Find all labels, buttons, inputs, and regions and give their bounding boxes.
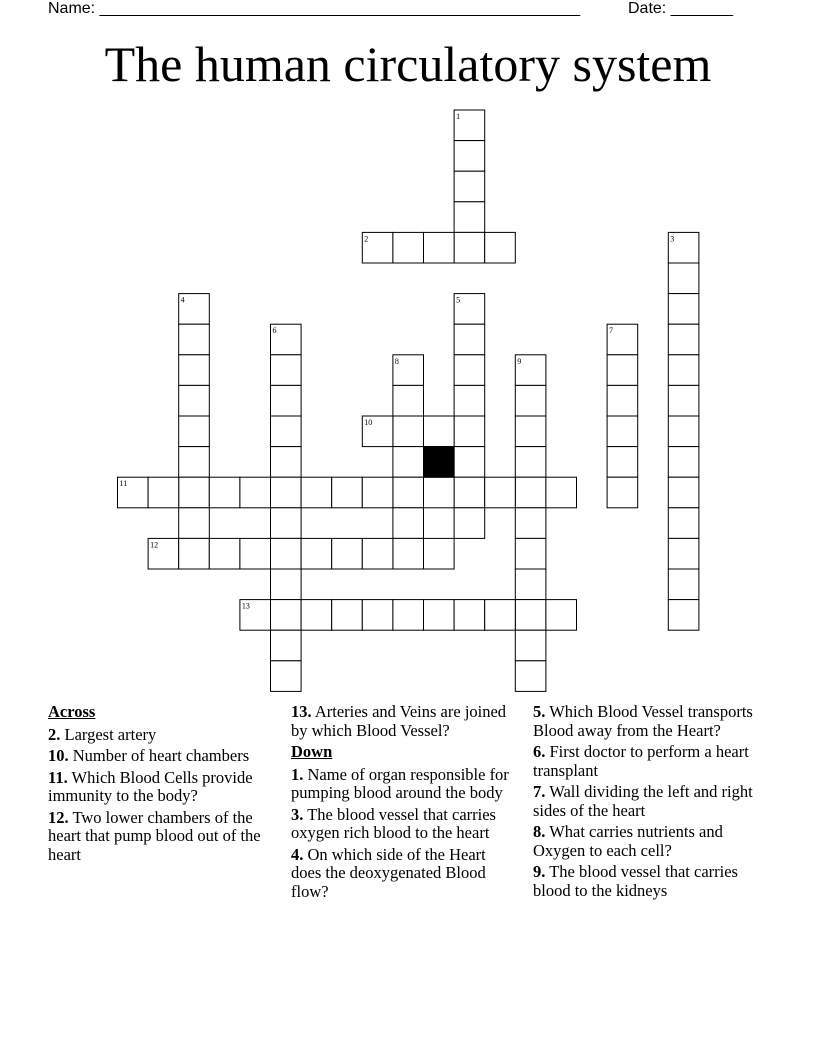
clue-text: Largest artery: [60, 724, 157, 744]
crossword-cell[interactable]: [332, 538, 363, 569]
crossword-cell[interactable]: [515, 661, 546, 692]
crossword-cell[interactable]: [485, 477, 516, 508]
crossword-cell[interactable]: [362, 232, 393, 263]
crossword-cell[interactable]: [271, 508, 302, 539]
crossword-cell[interactable]: [179, 538, 210, 569]
crossword-cell[interactable]: [668, 232, 699, 263]
crossword-cell[interactable]: [668, 324, 699, 355]
down-heading: Down: [291, 742, 333, 761]
clue-text: The blood vessel that carries oxygen rich blood to the heart: [291, 804, 496, 842]
clue-number: 2.: [48, 724, 61, 744]
worksheet-header: [48, 0, 748, 20]
clue-across-2: [48, 726, 276, 745]
cell-number-11: 11: [119, 479, 128, 489]
cell-number-5: 5: [456, 295, 461, 305]
crossword-cell[interactable]: [362, 600, 393, 631]
clue-number: 3.: [291, 804, 304, 824]
crossword-cell[interactable]: [362, 538, 393, 569]
crossword-cell[interactable]: [607, 385, 638, 416]
clue-text: On which side of the Heart does the deoxygenated Blood flow?: [291, 844, 486, 901]
crossword-cell[interactable]: [546, 477, 577, 508]
cell-number-7: 7: [609, 326, 614, 336]
clue-down-4: [291, 846, 519, 902]
crossword-cell[interactable]: [515, 477, 546, 508]
page-title: The human circulatory system: [104, 36, 712, 92]
crossword-cell[interactable]: [668, 263, 699, 294]
crossword-cell[interactable]: [271, 569, 302, 600]
crossword-cell[interactable]: [179, 355, 210, 386]
clue-text: Which Blood Vessel transports Blood away from the Heart?: [533, 702, 753, 740]
crossword-cell[interactable]: [454, 110, 485, 141]
crossword-cell[interactable]: [668, 447, 699, 478]
crossword-cell[interactable]: [546, 600, 577, 631]
crossword-cell[interactable]: [271, 600, 302, 631]
crossword-cell[interactable]: [393, 447, 424, 478]
crossword-cell[interactable]: [668, 416, 699, 447]
crossword-cell[interactable]: [454, 171, 485, 202]
clue-down-8: [533, 823, 761, 860]
crossword-cell[interactable]: [668, 538, 699, 569]
crossword-cell[interactable]: [424, 232, 455, 263]
clue-down-1: [291, 766, 519, 803]
date-field-label[interactable]: Date: _______: [628, 0, 733, 17]
crossword-cell[interactable]: [393, 508, 424, 539]
crossword-cell[interactable]: [424, 477, 455, 508]
crossword-cell[interactable]: [668, 385, 699, 416]
crossword-cell[interactable]: [179, 477, 210, 508]
crossword-cell[interactable]: [607, 416, 638, 447]
clue-number: 9.: [533, 862, 546, 881]
crossword-cell[interactable]: [362, 477, 393, 508]
cell-number-2: 2: [364, 234, 369, 244]
crossword-cell[interactable]: [301, 477, 332, 508]
crossword-cell[interactable]: [515, 416, 546, 447]
cell-number-9: 9: [517, 356, 522, 366]
crossword-cell[interactable]: [424, 538, 455, 569]
crossword-cell[interactable]: [209, 477, 240, 508]
clue-text: Name of organ responsible for pumping blood around the body: [291, 764, 509, 802]
crossword-cell[interactable]: [271, 355, 302, 386]
crossword-cell[interactable]: [668, 477, 699, 508]
crossword-cell[interactable]: [515, 600, 546, 631]
clue-down-9: [533, 863, 761, 900]
clue-text: First doctor to perform a heart transplant: [533, 742, 749, 780]
crossword-cell[interactable]: [424, 416, 455, 447]
cell-number-8: 8: [394, 356, 399, 366]
crossword-cell[interactable]: [668, 294, 699, 325]
crossword-cell[interactable]: [271, 447, 302, 478]
clue-text: The blood vessel that carries blood to the kidneys: [533, 862, 738, 900]
crossword-cell[interactable]: [607, 477, 638, 508]
crossword-cell[interactable]: [668, 355, 699, 386]
cell-number-6: 6: [272, 326, 277, 336]
crossword-cell[interactable]: [454, 324, 485, 355]
crossword-cell[interactable]: [454, 508, 485, 539]
crossword-cell[interactable]: [271, 385, 302, 416]
crossword-cell[interactable]: [393, 385, 424, 416]
clue-number: 13.: [291, 702, 312, 721]
crossword-cell[interactable]: [515, 385, 546, 416]
clue-text: Arteries and Veins are joined by which Blood Vessel?: [291, 702, 507, 740]
crossword-cell[interactable]: [454, 232, 485, 263]
clue-number: 5.: [533, 702, 546, 721]
crossword-cell[interactable]: [454, 355, 485, 386]
crossword-cell[interactable]: [515, 630, 546, 661]
clue-text: Two lower chambers of the heart that pump blood out of the heart: [48, 807, 261, 864]
clue-text: What carries nutrients and Oxygen to each cell?: [533, 822, 723, 860]
clue-down-7: [533, 783, 761, 820]
clue-number: 10.: [48, 746, 69, 765]
crossword-cell[interactable]: [332, 477, 363, 508]
crossword-cell[interactable]: [668, 569, 699, 600]
clue-across-11: [48, 769, 276, 806]
clue-down-5: [533, 703, 761, 740]
clue-number: 4.: [291, 844, 304, 864]
clue-across-12: [48, 809, 276, 865]
crossword-cell[interactable]: [668, 508, 699, 539]
crossword-cell[interactable]: [454, 385, 485, 416]
crossword-cell[interactable]: [454, 294, 485, 325]
crossword-cell[interactable]: [393, 477, 424, 508]
crossword-cell[interactable]: [240, 538, 271, 569]
clue-across-13: [291, 703, 519, 740]
clue-column-1: [48, 703, 276, 867]
crossword-cell[interactable]: [454, 202, 485, 233]
crossword-cell[interactable]: [271, 661, 302, 692]
crossword-cell[interactable]: [607, 447, 638, 478]
crossword-cell[interactable]: [668, 600, 699, 631]
crossword-cell[interactable]: [179, 508, 210, 539]
crossword-cell[interactable]: [454, 600, 485, 631]
crossword-cell[interactable]: [271, 538, 302, 569]
clue-column-3: [533, 703, 761, 903]
crossword-cell[interactable]: [179, 324, 210, 355]
cell-number-13: 13: [241, 601, 250, 611]
clue-number: 6.: [533, 742, 546, 761]
crossword-cell[interactable]: [607, 324, 638, 355]
clue-column-2: [291, 703, 519, 904]
crossword-cell[interactable]: [393, 232, 424, 263]
crossword-cell[interactable]: [301, 538, 332, 569]
cell-number-10: 10: [364, 418, 373, 427]
crossword-cell[interactable]: [393, 355, 424, 386]
clue-down-6: [533, 743, 761, 780]
clue-text: Wall dividing the left and right sides of the heart: [533, 782, 753, 820]
clue-down-3: [291, 806, 519, 843]
crossword-cell[interactable]: [485, 600, 516, 631]
clue-number: 7.: [533, 782, 546, 801]
name-field-label[interactable]: Name: ______________________________________________________: [48, 0, 581, 17]
crossword-cell[interactable]: [515, 538, 546, 569]
crossword-cell[interactable]: [515, 447, 546, 478]
crossword-cell[interactable]: [332, 600, 363, 631]
crossword-cell[interactable]: [271, 324, 302, 355]
clue-across-10: [48, 747, 276, 766]
crossword-cell[interactable]: [271, 477, 302, 508]
crossword-cell[interactable]: [179, 447, 210, 478]
crossword-cell[interactable]: [179, 294, 210, 325]
crossword-cell[interactable]: [454, 477, 485, 508]
crossword-cell[interactable]: [515, 569, 546, 600]
cell-number-12: 12: [150, 540, 159, 550]
cell-number-1: 1: [456, 112, 461, 121]
crossword-cell[interactable]: [393, 538, 424, 569]
clue-text: Number of heart chambers: [68, 746, 250, 765]
clue-number: 12.: [48, 807, 69, 827]
across-heading: Across: [48, 702, 96, 721]
crossword-cell[interactable]: [148, 538, 179, 569]
crossword-cell[interactable]: [118, 477, 149, 508]
crossword-cell[interactable]: [454, 416, 485, 447]
crossword-cell[interactable]: [485, 232, 516, 263]
crossword-cell[interactable]: [271, 630, 302, 661]
crossword-cell[interactable]: [301, 600, 332, 631]
crossword-cell[interactable]: [362, 416, 393, 447]
clue-text: Which Blood Cells provide immunity to the body?: [48, 767, 253, 805]
crossword-cell[interactable]: [454, 447, 485, 478]
crossword-cell[interactable]: [393, 416, 424, 447]
crossword-cell[interactable]: [454, 141, 485, 172]
crossword-cell[interactable]: [179, 385, 210, 416]
crossword-cell[interactable]: [515, 355, 546, 386]
crossword-cell[interactable]: [271, 416, 302, 447]
cell-number-4: 4: [180, 295, 185, 305]
crossword-cell[interactable]: [607, 355, 638, 386]
black-cell: [424, 447, 455, 478]
clue-number: 11.: [48, 767, 68, 787]
crossword-cell[interactable]: [424, 600, 455, 631]
crossword-cell[interactable]: [515, 508, 546, 539]
crossword-cell[interactable]: [240, 477, 271, 508]
crossword-cell[interactable]: [240, 600, 271, 631]
cell-number-3: 3: [670, 234, 675, 244]
clue-number: 1.: [291, 764, 304, 784]
crossword-cell[interactable]: [209, 538, 240, 569]
clue-number: 8.: [533, 822, 546, 841]
crossword-cell[interactable]: [148, 477, 179, 508]
crossword-cell[interactable]: [393, 600, 424, 631]
crossword-cell[interactable]: [179, 416, 210, 447]
